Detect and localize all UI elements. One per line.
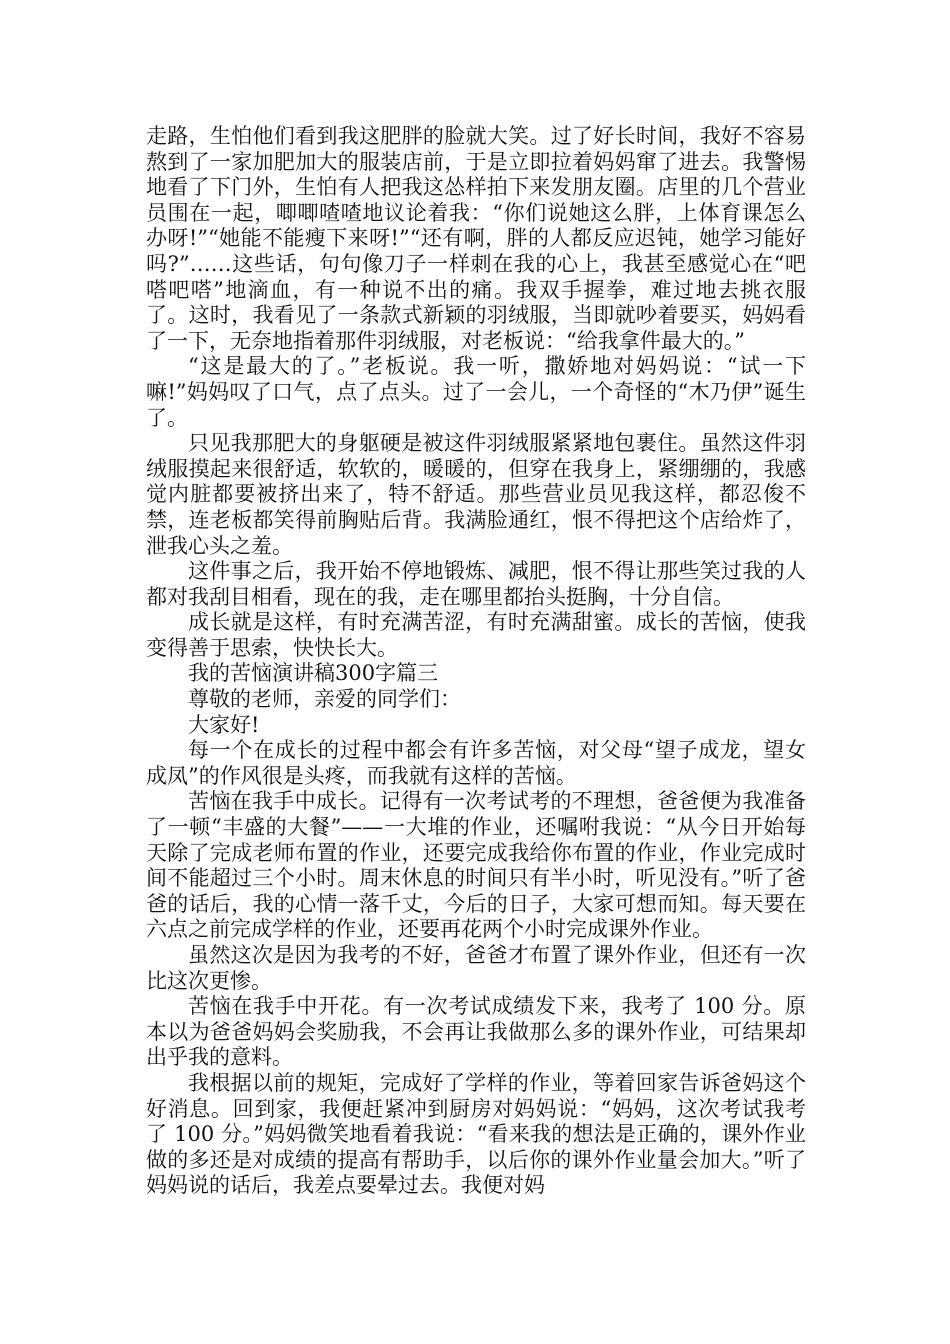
paragraph: 走路，生怕他们看到我这肥胖的脸就大笑。过了好长时间，我好不容易熬到了一家加肥加大的服装店前，于是立即拉着妈妈窜了进去。我警惕地看了下门外，生怕有人把我这怂样拍下来发朋友圈。店里的几个营业员围在一起，唧唧喳喳地议论着我：“你们说她这么胖，上体育课怎么办呀!”“她能不能瘦下来呀!”“还有啊，胖的人都反应迟钝，她学习能好吗?”……这些话，句句像刀子一样刺在我的心上，我甚至感觉心在“吧嗒吧嗒”地滴血，有一种说不出的痛。我双手握拳，难过地去挑衣服了。这时，我看见了一条款式新颖的羽绒服，当即就吵着要买，妈妈看了一下，无奈地指着那件羽绒服，对老板说：“给我拿件最大的。” (146, 124, 806, 353)
salutation: 尊敬的老师，亲爱的同学们： (188, 687, 461, 712)
paragraph: 我根据以前的规矩，完成好了学样的作业，等着回家告诉爸妈这个好消息。回到家，我便赶紧冲到厨房对妈妈说：“妈妈，这次考试我考了 100 分。”妈妈微笑地看着我说：“看来我的想法是正确的，课外作业做的多还是对成绩的提高有帮助手，以后你的课外作业量会加大。”听了妈妈说的话后，我差点要晕过去。我便对妈 (146, 1070, 806, 1198)
paragraph: 每一个在成长的过程中都会有许多苦恼，对父母“望子成龙，望女成凤”的作风很是头疼，而我就有这样的苦恼。 (146, 738, 806, 788)
section-heading: 我的苦恼演讲稿300字篇三 (188, 661, 439, 686)
paragraph: 只见我那肥大的身躯硬是被这件羽绒服紧紧地包裹住。虽然这件羽绒服摸起来很舒适，软软的，暖暖的，但穿在我身上，紧绷绷的，我感觉内脏都要被挤出来了，特不舒适。那些营业员见我这样，都忍俊不禁，连老板都笑得前胸贴后背。我满脸通红，恨不得把这个店给炸了，泄我心头之羞。 (146, 431, 806, 558)
paragraph: 这件事之后，我开始不停地锻炼、减肥，恨不得让那些笑过我的人都对我刮目相看，现在的我，走在哪里都抬头挺胸，十分自信。 (146, 559, 806, 609)
greeting: 大家好! (188, 712, 260, 737)
paragraph: 成长就是这样，有时充满苦涩，有时充满甜蜜。成长的苦恼，使我变得善于思索，快快长大。 (146, 610, 806, 660)
paragraph: 虽然这次是因为我考的不好，爸爸才布置了课外作业，但还有一次比这次更惨。 (146, 943, 806, 993)
paragraph: 苦恼在我手中成长。记得有一次考试考的不理想，爸爸便为我准备了一顿“丰盛的大餐”——一大堆的作业，还嘱咐我说：“从今日开始每天除了完成老师布置的作业，还要完成我给你布置的作业，作业完成时间不能超过三个小时。周末休息的时间只有半小时，听见没有。”听了爸爸的话后，我的心情一落千丈，今后的日子，大家可想而知。每天要在六点之前完成学样的作业，还要再花两个小时完成课外作业。 (146, 789, 806, 942)
paragraph: 苦恼在我手中开花。有一次考试成绩发下来，我考了 100 分。原本以为爸爸妈妈会奖励我，不会再让我做那么多的课外作业，可结果却出乎我的意料。 (146, 994, 806, 1070)
document-body (146, 124, 806, 1199)
paragraph: “这是最大的了。”老板说。我一听，撒娇地对妈妈说：“试一下嘛!”妈妈叹了口气，点了点头。过了一会儿，一个奇怪的“木乃伊”诞生了。 (146, 354, 806, 430)
